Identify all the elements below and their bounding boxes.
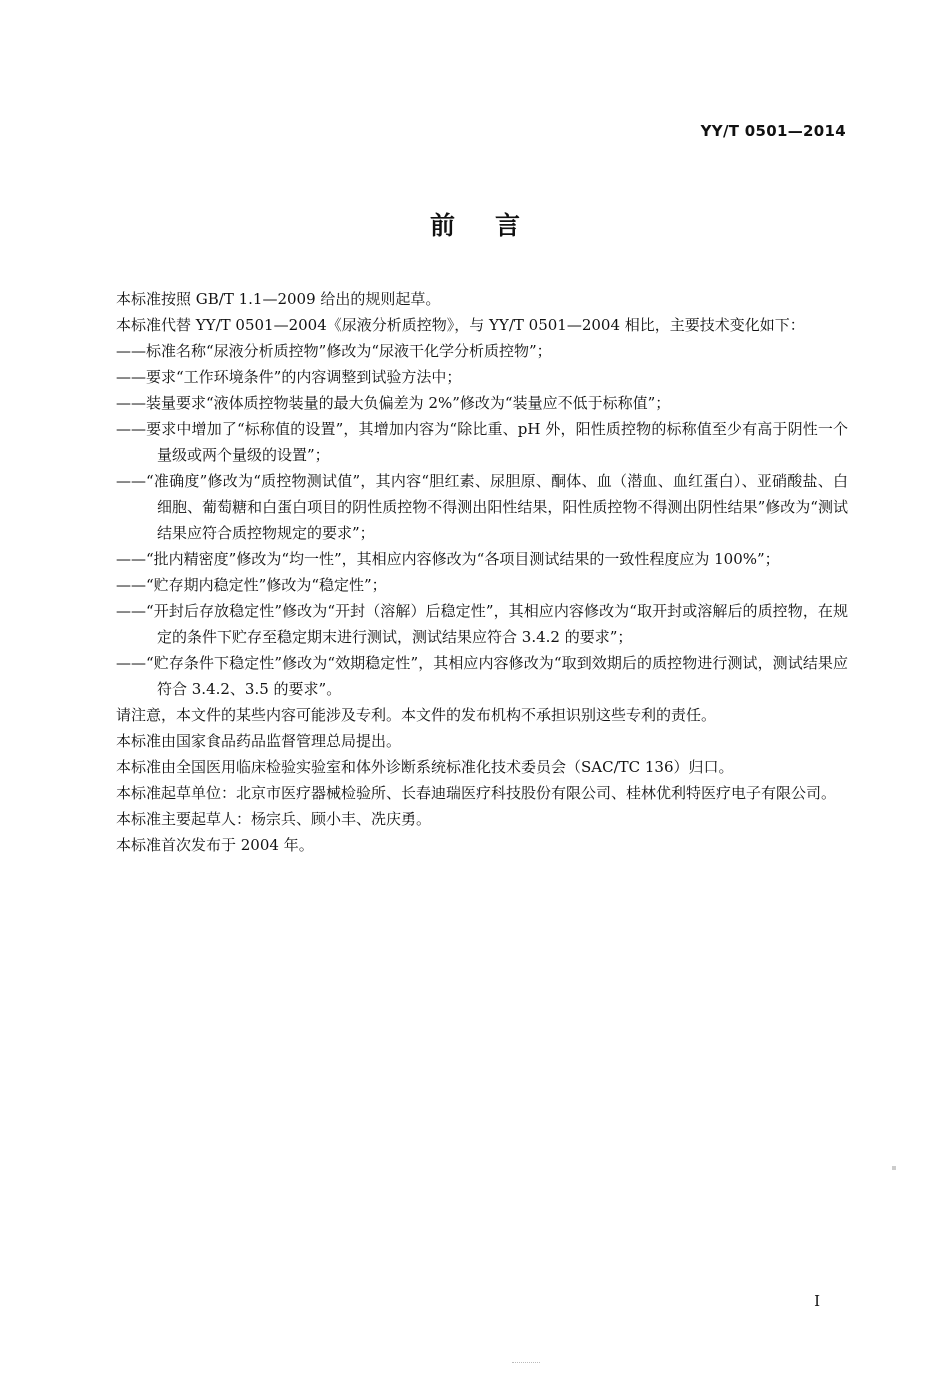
page-number: I [814,1292,820,1310]
scan-artifact [892,1166,896,1170]
change-item: ——标准名称“尿液分析质控物”修改为“尿液干化学分析质控物”； [116,342,552,360]
paragraph-proposer: 本标准由国家食品药品监督管理总局提出。 [116,732,402,750]
change-item: ——要求中增加了“标称值的设置”，其增加内容为“除比重、pH 外，阳性质控物的标称值至少有高于阴性一个量级或两个量级的设置”； [116,420,848,464]
standard-number: YY/T 0501—2014 [700,122,846,140]
page-title: 前言 [429,211,560,240]
paragraph-replacement: 本标准代替 YY/T 0501—2004《尿液分析质控物》，与 YY/T 0501—2004 相比，主要技术变化如下： [116,316,805,334]
change-item: ——“贮存条件下稳定性”修改为“效期稳定性”，其相应内容修改为“取到效期后的质控物进行测试，测试结果应符合 3.4.2、3.5 的要求”。 [116,654,848,698]
change-item: ——“贮存期内稳定性”修改为“稳定性”； [116,576,387,594]
paragraph-drafting-units: 本标准起草单位：北京市医疗器械检验所、长春迪瑞医疗科技股份有限公司、桂林优利特医疗电子有限公司。 [116,784,837,802]
change-item: ——“批内精密度”修改为“均一性”，其相应内容修改为“各项目测试结果的一致性程度应为 100%”； [116,550,780,568]
foreword-body [84,286,848,858]
paragraph-drafters: 本标准主要起草人：杨宗兵、顾小丰、冼庆勇。 [116,810,432,828]
change-item: ——“准确度”修改为“质控物测试值”，其内容“胆红素、尿胆原、酮体、血（潜血、血红蛋白）、亚硝酸盐、白细胞、葡萄糖和白蛋白项目的阴性质控物不得测出阳性结果，阳性质控物不得测出阴性结果”修改为“测试结果应符合质控物规定的要求”； [116,472,848,542]
changes-list [84,338,848,702]
change-item: ——“开封后存放稳定性”修改为“开封（溶解）后稳定性”，其相应内容修改为“取开封或溶解后的质控物，在规定的条件下贮存至稳定期末进行测试，测试结果应符合 3.4.2 的要求”； [116,602,848,646]
paragraph-drafting-rules: 本标准按照 GB/T 1.1—2009 给出的规则起草。 [116,290,441,308]
paragraph-patent-notice: 请注意，本文件的某些内容可能涉及专利。本文件的发布机构不承担识别这些专利的责任。 [116,706,717,724]
scan-artifact [512,1362,540,1365]
paragraph-first-edition: 本标准首次发布于 2004 年。 [116,836,314,854]
change-item: ——要求“工作环境条件”的内容调整到试验方法中； [116,368,462,386]
paragraph-committee: 本标准由全国医用临床检验实验室和体外诊断系统标准化技术委员会（SAC/TC 136）归口。 [116,758,734,776]
change-item: ——装量要求“液体质控物装量的最大负偏差为 2%”修改为“装量应不低于标称值”； [116,394,671,412]
